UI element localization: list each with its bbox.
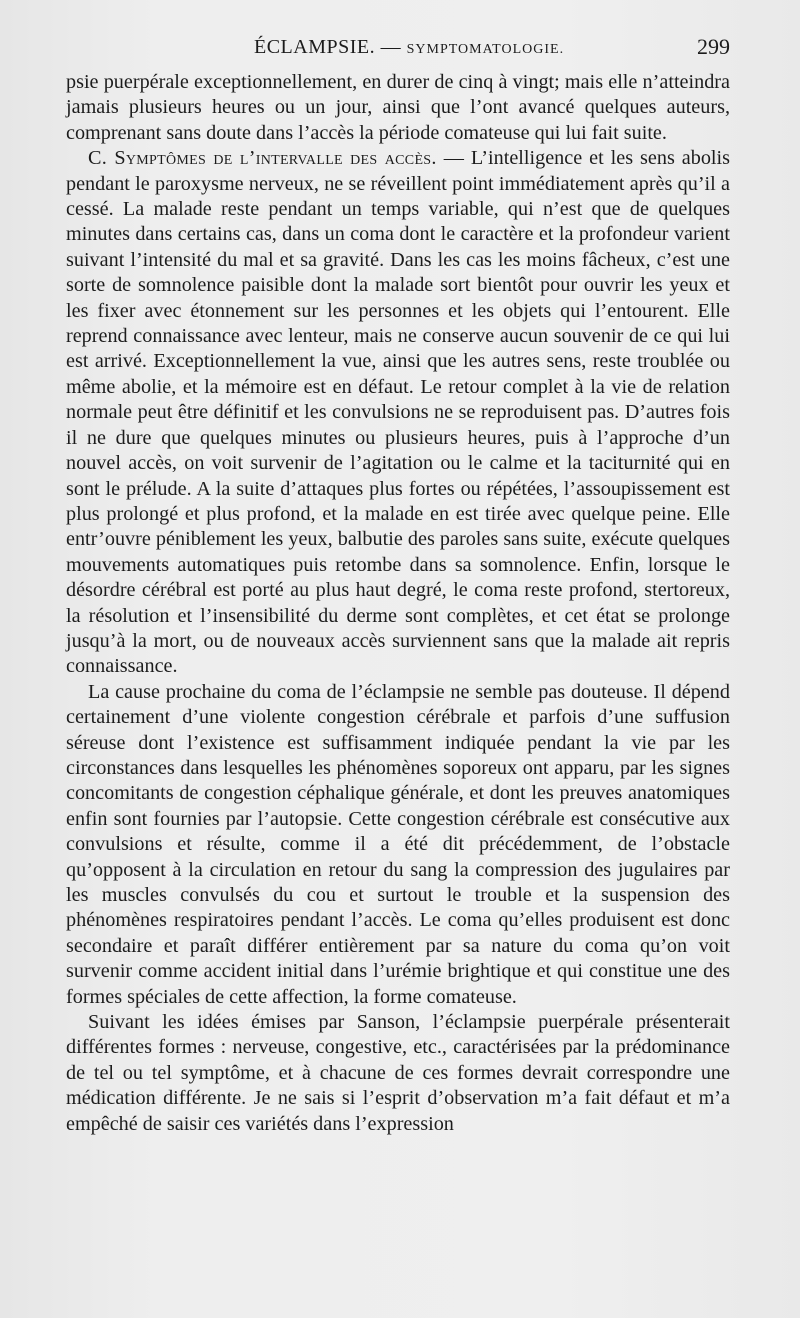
- page-number: 299: [697, 34, 730, 59]
- running-title-sub: SYMPTOMATOLOGIE.: [406, 42, 565, 57]
- running-title-main: ÉCLAMPSIE. —: [254, 36, 402, 58]
- section-heading: C. Symptômes de l’intervalle des accès.: [88, 147, 437, 170]
- paragraph-continuation: [66, 70, 730, 146]
- paragraph-section-c: [66, 146, 730, 680]
- paragraph-text: La cause prochaine du coma de l’éclampsie ne semble pas douteuse. Il dépend certainement d’une violente congestion cérébrale et parfois d’une suffusion séreuse dont l’existence est suffisamment indiquée pendant la vie par les circonstances dans lesquelles les phénomènes soporeux ont apparu, par les signes concomitants de congestion céphalique générale, et dont les preuves anatomiques enfin sont fournies par l’autopsie. Cette congestion cérébrale est consécutive aux convulsions et résulte, comme il a été dit précédemment, de l’obstacle qu’opposent à la circulation en retour du sang la compression des jugulaires par les muscles convulsés du cou et surtout le trouble et la suspension des phénomènes respiratoires pendant l’accès. Le coma qu’elles produisent est donc secondaire et paraît différer entièrement par sa nature du coma qu’on voit survenir comme accident initial dans l’urémie brightique et qui constitue une des formes spéciales de cette affection, la forme comateuse.: [66, 680, 730, 1008]
- running-title: [254, 36, 564, 59]
- paragraph-sanson: [66, 1010, 730, 1137]
- running-header: [66, 34, 730, 66]
- paragraph-text: psie puerpérale exceptionnellement, en durer de cinq à vingt; mais elle n’atteindra jamais plusieurs heures ou un jour, ainsi que l’ont avancé quelques auteurs, comprenant sans doute dans l’accès la période comateuse qui lui fait suite.: [66, 71, 730, 144]
- paragraph-text: — L’intelligence et les sens abolis pendant le paroxysme nerveux, ne se réveillent point immédiatement après qu’il a cessé. La malade reste pendant un temps variable, qui n’est que de quelques minutes dans certains cas, dans un coma dont le caractère et la profondeur varient suivant l’intensité du mal et sa gravité. Dans les cas les moins fâcheux, c’est une sorte de somnolence paisible dont la malade sort bientôt pour ouvrir les yeux et les fixer avec étonnement sur les personnes et les objets qui l’entourent. Elle reprend connaissance avec lenteur, mais ne conserve aucun souvenir de ce qui lui est arrivé. Exceptionnellement la vue, ainsi que les autres sens, reste troublée ou même abolie, et la mémoire est en défaut. Le retour complet à la vie de relation normale peut être définitif et les convulsions ne se reproduisent pas. D’autres fois il ne dure que quelques minutes ou plusieurs heures, puis à l’approche d’un nouvel accès, on voit survenir de l’agitation ou le calme et la taciturnité qui en sont le prélude. A la suite d’attaques plus fortes ou répétées, l’assoupissement est plus prolongé et plus profond, et la malade en est tirée avec quelque peine. Elle entr’ouvre péniblement les yeux, balbutie des paroles sans suite, exécute quelques mouvements automatiques puis retombe dans sa somnolence. Enfin, lorsque le désordre cérébral est porté au plus haut degré, le coma reste profond, stertoreux, la résolution et l’insensibilité du derme sont complètes, et cet état se prolonge jusqu’à la mort, ou de nouveaux accès surviennent sans que la malade ait repris connaissance.: [66, 147, 730, 678]
- paragraph-text: Suivant les idées émises par Sanson, l’éclampsie puerpérale présenterait différentes formes : nerveuse, congestive, etc., caractérisées par la prédominance de tel ou tel symptôme, et à chacune de ces formes devrait correspondre une médication différente. Je ne sais si l’esprit d’observation m’a fait défaut et m’a empêché de saisir ces variétés dans l’expression: [66, 1011, 730, 1135]
- body-text: [66, 70, 730, 1137]
- paragraph-coma-cause: [66, 680, 730, 1010]
